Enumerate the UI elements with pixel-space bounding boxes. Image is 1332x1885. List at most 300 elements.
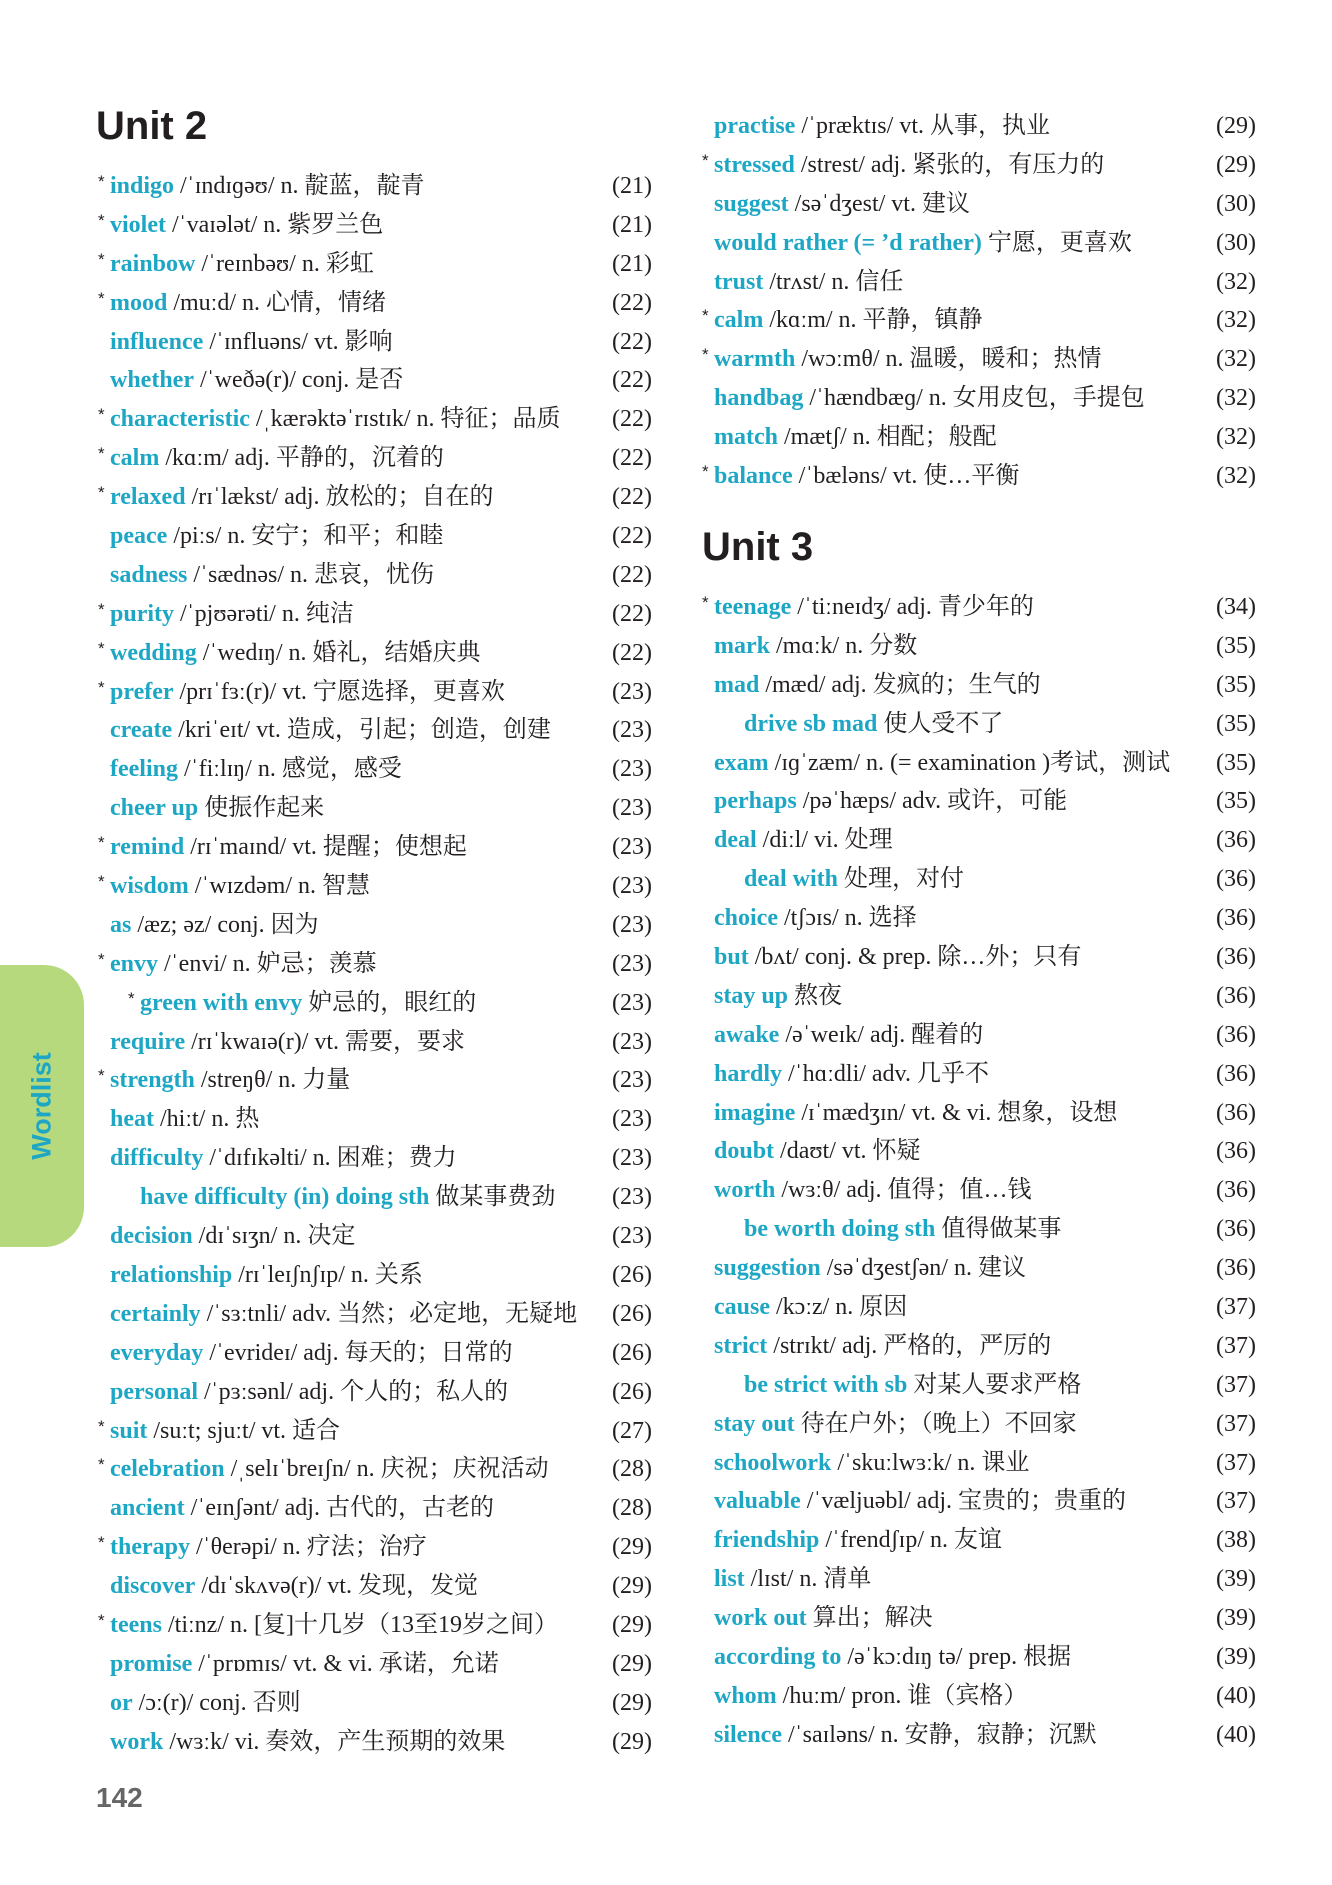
definition: /kriˈeɪt/ vt. 造成，引起；创造，创建	[172, 717, 551, 744]
page-reference: (22)	[612, 445, 652, 472]
headword: awake	[714, 1021, 780, 1048]
page-reference: (32)	[1216, 346, 1256, 373]
asterisk-icon: *	[702, 462, 709, 482]
definition: /streŋθ/ n. 力量	[194, 1067, 351, 1094]
word-entry	[714, 224, 1256, 263]
page-reference: (40)	[1216, 1682, 1256, 1709]
word-entry	[98, 828, 652, 867]
page-reference: (22)	[612, 639, 652, 666]
asterisk-icon: *	[98, 483, 105, 503]
definition: 待在户外；（晚上）不回家	[794, 1410, 1077, 1437]
page-reference: (36)	[1216, 1060, 1256, 1087]
page-reference: (38)	[1216, 1527, 1256, 1554]
page-reference: (23)	[612, 873, 652, 900]
word-entry	[110, 1373, 652, 1412]
headword: handbag	[714, 385, 804, 412]
definition: /bʌt/ conj. & prep. 除…外；只有	[748, 944, 1082, 971]
definition: 使振作起来	[198, 795, 325, 822]
word-entry	[98, 478, 652, 517]
page-reference: (37)	[1216, 1332, 1256, 1359]
word-entry	[98, 1528, 652, 1567]
asterisk-icon: *	[98, 677, 105, 697]
word-entry	[110, 1100, 652, 1139]
definition: /dɪˈskʌvə(r)/ vt. 发现，发觉	[195, 1573, 478, 1600]
definition: /ɪˈmædʒɪn/ vt. & vi. 想象，设想	[795, 1099, 1118, 1126]
definition: 妒忌的，眼红的	[302, 989, 477, 1016]
word-entry	[702, 146, 1256, 185]
word-entry	[110, 711, 652, 750]
headword: sadness	[110, 561, 188, 588]
definition: 算出；解决	[806, 1605, 933, 1632]
asterisk-icon: *	[702, 306, 709, 326]
page-reference: (23)	[612, 911, 652, 938]
definition: /ˈeɪnʃənt/ adj. 古代的，古老的	[184, 1495, 494, 1522]
word-entry	[110, 906, 652, 945]
definition: /huːm/ pron. 谁（宾格）	[776, 1682, 1028, 1709]
definition: /ˈsɜːtnli/ adv. 当然；必定地，无疑地	[200, 1300, 578, 1327]
asterisk-icon: *	[98, 1455, 105, 1475]
definition: /pəˈhæps/ adv. 或许，可能	[796, 788, 1068, 815]
word-entry	[110, 1723, 652, 1762]
word-entry	[98, 284, 652, 323]
definition: /səˈdʒest/ vt. 建议	[788, 190, 970, 217]
definition: 宁愿，更喜欢	[981, 229, 1132, 256]
page-reference: (22)	[612, 367, 652, 394]
headword: strict	[714, 1332, 768, 1359]
definition: /səˈdʒestʃən/ n. 建议	[820, 1255, 1026, 1282]
page-reference: (36)	[1216, 1216, 1256, 1243]
headword: suit	[110, 1417, 148, 1444]
definition: /strɪkt/ adj. 严格的，严厉的	[767, 1332, 1052, 1359]
definition: /prɪˈfɜː(r)/ vt. 宁愿选择，更喜欢	[173, 678, 505, 705]
definition: /piːs/ n. 安宁；和平；和睦	[167, 523, 444, 550]
definition: /ˈskuːlwɜːk/ n. 课业	[831, 1449, 1030, 1476]
page-reference: (36)	[1216, 827, 1256, 854]
page-reference: (23)	[612, 950, 652, 977]
word-entry	[714, 1094, 1256, 1133]
word-entry	[98, 1606, 652, 1645]
definition: /lɪst/ n. 清单	[744, 1566, 872, 1593]
word-entry	[98, 206, 652, 245]
word-entry	[714, 1132, 1256, 1171]
asterisk-icon: *	[98, 1610, 105, 1630]
headword: have difficulty (in) doing sth	[140, 1184, 430, 1211]
headword: trust	[714, 268, 764, 295]
unit-2-title: Unit 2	[96, 104, 208, 148]
definition: /ˈθerəpi/ n. 疗法；治疗	[190, 1534, 427, 1561]
headword: influence	[110, 328, 204, 355]
page-reference: (22)	[612, 406, 652, 433]
word-entry	[98, 1412, 652, 1451]
page-reference: (36)	[1216, 982, 1256, 1009]
page-reference: (23)	[612, 1184, 652, 1211]
asterisk-icon: *	[98, 1533, 105, 1553]
page-reference: (22)	[612, 523, 652, 550]
headword: suggest	[714, 190, 789, 217]
word-entry	[714, 977, 1256, 1016]
word-entry	[702, 301, 1256, 340]
definition: /ɪɡˈzæm/ n. (= examination )考试，测试	[768, 749, 1171, 776]
word-entry	[110, 361, 652, 400]
word-entry	[714, 821, 1256, 860]
definition: /ˈvæljuəbl/ adj. 宝贵的；贵重的	[800, 1488, 1126, 1515]
headword: decision	[110, 1223, 193, 1250]
page-reference: (26)	[612, 1339, 652, 1366]
word-entry	[110, 1217, 652, 1256]
headword: drive sb mad	[744, 710, 878, 737]
headword: cheer up	[110, 795, 199, 822]
page-reference: (28)	[612, 1495, 652, 1522]
page-reference: (35)	[1216, 749, 1256, 776]
headword: according to	[714, 1644, 842, 1671]
page-reference: (36)	[1216, 1255, 1256, 1282]
headword: whether	[110, 367, 194, 394]
definition: /wɜːθ/ adj. 值得；值…钱	[775, 1177, 1032, 1204]
headword: strength	[110, 1067, 195, 1094]
page-reference: (35)	[1216, 671, 1256, 698]
word-entry	[714, 107, 1256, 146]
headword: match	[714, 424, 778, 451]
page-reference: (37)	[1216, 1488, 1256, 1515]
page-reference: (36)	[1216, 1021, 1256, 1048]
page-reference: (39)	[1216, 1566, 1256, 1593]
headword: deal with	[744, 866, 839, 893]
word-entry	[714, 938, 1256, 977]
word-entry	[714, 782, 1256, 821]
headword: calm	[714, 307, 764, 334]
page-reference: (37)	[1216, 1371, 1256, 1398]
headword: calm	[110, 445, 160, 472]
headword: imagine	[714, 1099, 796, 1126]
page-reference: (37)	[1216, 1410, 1256, 1437]
headword: deal	[714, 827, 757, 854]
headword: cause	[714, 1294, 770, 1321]
definition: /rɪˈlækst/ adj. 放松的；自在的	[185, 484, 494, 511]
word-entry	[702, 457, 1256, 496]
page-reference: (35)	[1216, 710, 1256, 737]
page-reference: (36)	[1216, 1138, 1256, 1165]
page-reference: (30)	[1216, 190, 1256, 217]
headword: warmth	[714, 346, 796, 373]
phrase-entry	[110, 984, 652, 1023]
definition: /ˈfiːlɪŋ/ n. 感觉，感受	[177, 756, 402, 783]
headword: stay up	[714, 982, 789, 1009]
word-entry	[714, 744, 1256, 783]
definition: /rɪˈleɪʃnʃɪp/ n. 关系	[232, 1261, 423, 1288]
definition: /æz; əz/ conj. 因为	[131, 911, 319, 938]
headword: create	[110, 717, 173, 744]
headword: balance	[714, 463, 793, 490]
headword: worth	[714, 1177, 776, 1204]
word-entry	[98, 945, 652, 984]
headword: list	[714, 1566, 745, 1593]
headword: certainly	[110, 1300, 201, 1327]
word-entry	[110, 1567, 652, 1606]
definition: /ˌkærəktəˈrɪstɪk/ n. 特征；品质	[249, 406, 561, 433]
word-entry	[110, 1295, 652, 1334]
page-reference: (22)	[612, 289, 652, 316]
headword: relaxed	[110, 484, 186, 511]
headword: purity	[110, 600, 175, 627]
headword: therapy	[110, 1534, 190, 1561]
definition: /mæd/ adj. 发疯的；生气的	[759, 671, 1041, 698]
page-reference: (36)	[1216, 866, 1256, 893]
page-number: 142	[96, 1782, 143, 1813]
headword: be worth doing sth	[744, 1216, 936, 1243]
headword: violet	[110, 211, 166, 238]
headword: be strict with sb	[744, 1371, 908, 1398]
headword: peace	[110, 523, 168, 550]
page-reference: (27)	[612, 1417, 652, 1444]
page-reference: (23)	[612, 1223, 652, 1250]
definition: /ˈbæləns/ vt. 使…平衡	[792, 463, 1020, 490]
page-reference: (22)	[612, 561, 652, 588]
page-reference: (23)	[612, 678, 652, 705]
asterisk-icon: *	[98, 872, 105, 892]
definition: /ˈsædnəs/ n. 悲哀，忧伤	[187, 561, 435, 588]
page-reference: (32)	[1216, 268, 1256, 295]
headword: heat	[110, 1106, 154, 1133]
unit-3-word-list	[702, 588, 1256, 1755]
page-reference: (29)	[612, 1534, 652, 1561]
definition: /mɑːk/ n. 分数	[770, 632, 918, 659]
headword: everyday	[110, 1339, 204, 1366]
headword: feeling	[110, 756, 178, 783]
definition: /strest/ adj. 紧张的，有压力的	[794, 151, 1105, 178]
page-reference: (23)	[612, 1106, 652, 1133]
word-entry	[110, 556, 652, 595]
page-reference: (23)	[612, 1145, 652, 1172]
definition: 熬夜	[788, 982, 843, 1009]
page-reference: (36)	[1216, 1099, 1256, 1126]
wordlist-side-tab	[0, 965, 84, 1247]
word-entry	[110, 1489, 652, 1528]
definition: /wɜːk/ vi. 奏效，产生预期的效果	[163, 1728, 506, 1755]
page-reference: (40)	[1216, 1721, 1256, 1748]
definition: /ˈpɜːsənl/ adj. 个人的；私人的	[198, 1378, 509, 1405]
definition: /ˈreɪnbəʊ/ n. 彩虹	[195, 250, 374, 277]
page-reference: (37)	[1216, 1449, 1256, 1476]
word-entry	[714, 1055, 1256, 1094]
asterisk-icon: *	[98, 638, 105, 658]
page-reference: (23)	[612, 717, 652, 744]
word-entry	[98, 167, 652, 206]
word-entry	[714, 1249, 1256, 1288]
page-reference: (23)	[612, 795, 652, 822]
page-reference: (22)	[612, 328, 652, 355]
asterisk-icon: *	[98, 1066, 105, 1086]
word-entry	[714, 666, 1256, 705]
page-reference: (21)	[612, 173, 652, 199]
page-reference: (32)	[1216, 307, 1256, 334]
headword: or	[110, 1689, 133, 1716]
page-reference: (29)	[612, 1689, 652, 1716]
word-entry	[714, 1638, 1256, 1677]
page-reference: (29)	[1216, 151, 1256, 178]
word-entry	[714, 1482, 1256, 1521]
word-entry	[714, 1560, 1256, 1599]
page-reference: (22)	[612, 484, 652, 511]
page-reference: (23)	[612, 756, 652, 783]
headword: practise	[714, 113, 796, 139]
headword: characteristic	[110, 406, 250, 433]
definition: /diːl/ vi. 处理	[756, 827, 893, 854]
page-reference: (30)	[1216, 229, 1256, 256]
asterisk-icon: *	[98, 210, 105, 230]
word-entry	[110, 1684, 652, 1723]
word-entry	[110, 1139, 652, 1178]
asterisk-icon: *	[98, 249, 105, 269]
asterisk-icon: *	[98, 949, 105, 969]
page-reference: (36)	[1216, 905, 1256, 932]
page-reference: (32)	[1216, 463, 1256, 490]
headword: choice	[714, 905, 778, 932]
page-reference: (39)	[1216, 1644, 1256, 1671]
headword: as	[110, 911, 132, 938]
headword: wisdom	[110, 873, 189, 900]
phrase-entry	[714, 705, 1256, 744]
headword: teenage	[714, 594, 792, 620]
asterisk-icon: *	[128, 988, 135, 1008]
definition: /ˈenvi/ n. 妒忌；羡慕	[158, 950, 377, 977]
word-entry	[110, 1645, 652, 1684]
page-reference: (29)	[1216, 113, 1256, 139]
definition: 对某人要求严格	[907, 1371, 1082, 1398]
page-reference: (34)	[1216, 594, 1256, 620]
page-reference: (23)	[612, 989, 652, 1016]
definition: /ˈvaɪələt/ n. 紫罗兰色	[165, 211, 384, 238]
headword: ancient	[110, 1495, 185, 1522]
headword: stay out	[714, 1410, 795, 1437]
definition: /əˈweɪk/ adj. 醒着的	[779, 1021, 984, 1048]
definition: /ˈpjʊərəti/ n. 纯洁	[174, 600, 354, 627]
word-entry	[110, 1334, 652, 1373]
definition: /daʊt/ vt. 怀疑	[774, 1138, 921, 1165]
headword: wedding	[110, 639, 197, 666]
page-reference: (28)	[612, 1456, 652, 1483]
headword: envy	[110, 950, 158, 977]
asterisk-icon: *	[98, 172, 105, 191]
headword: work	[110, 1728, 164, 1755]
headword: doubt	[714, 1138, 775, 1165]
word-entry	[98, 634, 652, 673]
word-entry	[714, 1444, 1256, 1483]
definition: /rɪˈmaɪnd/ vt. 提醒；使想起	[184, 834, 467, 861]
definition: /suːt; sjuːt/ vt. 适合	[147, 1417, 341, 1444]
definition: /ˈpræktɪs/ vt. 从事，执业	[795, 113, 1050, 139]
word-entry	[714, 1171, 1256, 1210]
word-entry	[98, 867, 652, 906]
page-reference: (35)	[1216, 632, 1256, 659]
definition: /wɔːmθ/ n. 温暖，暖和；热情	[795, 346, 1102, 373]
definition: /rɪˈkwaɪə(r)/ vt. 需要，要求	[185, 1028, 466, 1055]
word-entry	[714, 1016, 1256, 1055]
asterisk-icon: *	[702, 150, 709, 170]
definition: /ˈdɪfɪkəlti/ n. 困难；费力	[203, 1145, 457, 1172]
page-reference: (22)	[612, 600, 652, 627]
headword: exam	[714, 749, 769, 776]
word-entry	[98, 245, 652, 284]
page-reference: (21)	[612, 250, 652, 277]
word-entry	[110, 789, 652, 828]
headword: difficulty	[110, 1145, 204, 1172]
headword: teens	[110, 1611, 162, 1638]
page-reference: (36)	[1216, 1177, 1256, 1204]
definition: /muːd/ n. 心情，情绪	[167, 289, 387, 316]
definition: 使人受不了	[877, 710, 1004, 737]
unit-2-word-list	[98, 167, 652, 1762]
asterisk-icon: *	[98, 1416, 105, 1436]
asterisk-icon: *	[98, 444, 105, 464]
definition: /əˈkɔːdɪŋ tə/ prep. 根据	[841, 1644, 1072, 1671]
page-reference: (39)	[1216, 1605, 1256, 1632]
definition: /tiːnz/ n. [复]十几岁（13至19岁之间）	[161, 1611, 558, 1638]
asterisk-icon: *	[98, 288, 105, 308]
definition: 值得做某事	[935, 1216, 1062, 1243]
word-entry	[714, 1405, 1256, 1444]
word-entry	[110, 1256, 652, 1295]
headword: promise	[110, 1650, 193, 1677]
page-reference: (37)	[1216, 1294, 1256, 1321]
word-entry	[714, 418, 1256, 457]
headword: mad	[714, 671, 760, 698]
headword: but	[714, 944, 749, 971]
word-entry	[714, 1677, 1256, 1716]
word-entry	[714, 1288, 1256, 1327]
definition: /ˈɪnfluəns/ vt. 影响	[203, 328, 393, 355]
word-entry	[98, 1450, 652, 1489]
headword: perhaps	[714, 788, 797, 815]
word-entry	[110, 750, 652, 789]
asterisk-icon: *	[98, 405, 105, 425]
phrase-entry	[110, 1178, 652, 1217]
word-entry	[714, 627, 1256, 666]
word-entry	[98, 439, 652, 478]
page-reference: (35)	[1216, 788, 1256, 815]
page-reference: (23)	[612, 834, 652, 861]
word-entry	[714, 379, 1256, 418]
headword: indigo	[110, 173, 175, 199]
definition: /ˈhændbæɡ/ n. 女用皮包，手提包	[803, 385, 1145, 412]
definition: /ˈevrideɪ/ adj. 每天的；日常的	[203, 1339, 513, 1366]
headword: schoolwork	[714, 1449, 832, 1476]
unit-2-continued-word-list	[702, 107, 1256, 496]
definition: /kɔːz/ n. 原因	[770, 1294, 908, 1321]
definition: 做某事费劲	[429, 1184, 556, 1211]
page-reference: (29)	[612, 1728, 652, 1755]
page-reference: (23)	[612, 1067, 652, 1094]
definition: /ˈɪndɪɡəʊ/ n. 靛蓝，靛青	[174, 173, 425, 199]
word-entry	[98, 673, 652, 712]
page-reference: (26)	[612, 1378, 652, 1405]
definition: /dɪˈsɪʒn/ n. 决定	[192, 1223, 356, 1250]
headword: would rather (= ’d rather)	[714, 229, 982, 256]
headword: stressed	[714, 151, 795, 178]
asterisk-icon: *	[98, 833, 105, 853]
page-reference: (29)	[612, 1650, 652, 1677]
definition: /mætʃ/ n. 相配；般配	[777, 424, 997, 451]
headword: prefer	[110, 678, 174, 705]
headword: hardly	[714, 1060, 783, 1087]
word-entry	[714, 899, 1256, 938]
headword: whom	[714, 1682, 777, 1709]
word-entry	[714, 185, 1256, 224]
page-reference: (29)	[612, 1611, 652, 1638]
headword: suggestion	[714, 1255, 821, 1282]
page-reference: (26)	[612, 1300, 652, 1327]
headword: green with envy	[140, 989, 303, 1016]
word-entry	[714, 1716, 1256, 1755]
